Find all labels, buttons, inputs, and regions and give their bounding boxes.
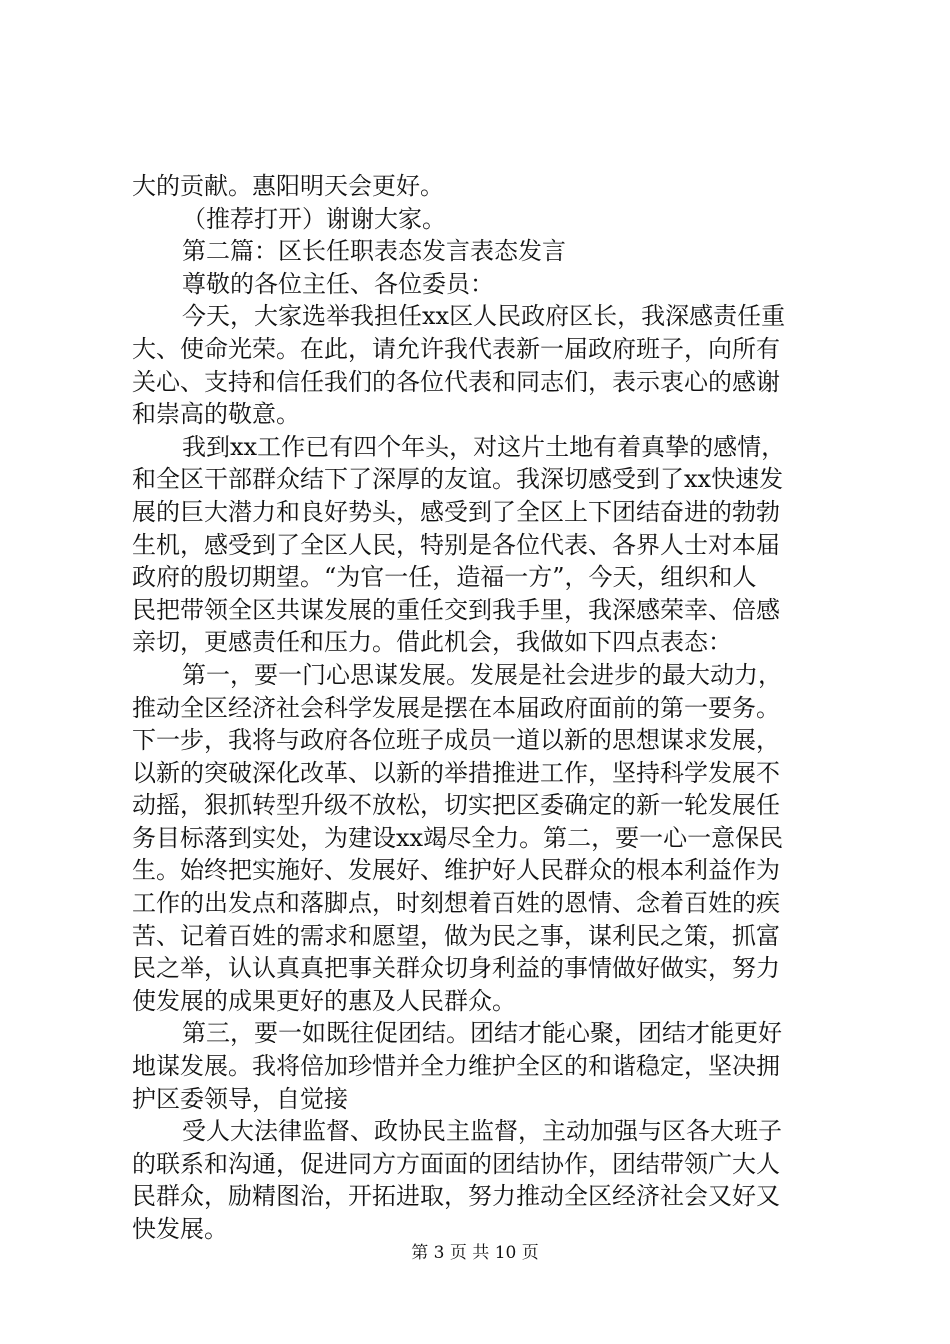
text-line: 关心、支持和信任我们的各位代表和同志们，表示衷心的感谢 [132, 367, 780, 396]
text-line: 苦、记着百姓的需求和愿望，做为民之事，谋利民之策，抓富 [132, 921, 780, 950]
text-line: 民把带领全区共谋发展的重任交到我手里，我深感荣幸、倍感 [132, 595, 780, 624]
text-line: 受人大法律监督、政协民主监督，主动加强与区各大班子 [182, 1117, 782, 1146]
text-line: 政府的殷切期望。“为官一任，造福一方”，今天，组织和人 [132, 563, 757, 592]
text-line: 快发展。 [132, 1215, 228, 1243]
text-line: 今天，大家选举我担任xx区人民政府区长，我深感责任重 [182, 302, 786, 331]
text-line: 下一步，我将与政府各位班子成员一道以新的思想谋求发展， [132, 726, 780, 755]
text-line: 民群众，励精图治，开拓进取，努力推动全区经济社会又好又 [132, 1182, 780, 1211]
text-line: 尊敬的各位主任、各位委员： [182, 269, 494, 298]
text-line: 大的贡献。惠阳明天会更好。 [132, 172, 444, 200]
document-body [132, 170, 832, 1246]
text-line: 的联系和沟通，促进同方方面面的团结协作，团结带领广大人 [132, 1149, 780, 1178]
text-line: 生。始终把实施好、发展好、维护好人民群众的根本利益作为 [132, 856, 780, 885]
text-line: 展的巨大潜力和良好势头，感受到了全区上下团结奋进的勃勃 [132, 497, 780, 526]
text-line: （推荐打开）谢谢大家。 [182, 204, 446, 233]
text-line: 生机，感受到了全区人民，特别是各位代表、各界人士对本届 [132, 530, 780, 559]
text-line: 大、使命光荣。在此，请允许我代表新一届政府班子，向所有 [132, 334, 780, 363]
text-line: 使发展的成果更好的惠及人民群众。 [132, 986, 516, 1015]
text-line: 民之举，认认真真把事关群众切身利益的事情做好做实，努力 [132, 954, 780, 983]
text-line: 以新的突破深化改革、以新的举措推进工作，坚持科学发展不 [132, 758, 780, 787]
text-line: 我到xx工作已有四个年头，对这片土地有着真挚的感情， [182, 432, 786, 461]
text-line: 推动全区经济社会科学发展是摆在本届政府面前的第一要务。 [132, 693, 780, 722]
text-line: 亲切，更感责任和压力。借此机会，我做如下四点表态： [132, 628, 732, 657]
text-line: 务目标落到实处，为建设xx竭尽全力。第二，要一心一意保民 [132, 823, 784, 852]
text-line: 动摇，狠抓转型升级不放松，切实把区委确定的新一轮发展任 [132, 791, 780, 820]
text-line: 和崇高的敬意。 [132, 400, 300, 429]
text-line: 和全区干部群众结下了深厚的友谊。我深切感受到了xx快速发 [132, 465, 784, 494]
text-line: 第一，要一门心思谋发展。发展是社会进步的最大动力， [182, 660, 782, 689]
text-line: 护区委领导，自觉接 [132, 1084, 348, 1113]
page-footer: 第 3 页 共 10 页 [411, 1243, 539, 1263]
text-line: 第三，要一如既往促团结。团结才能心聚，团结才能更好 [182, 1019, 782, 1048]
text-line: 工作的出发点和落脚点，时刻想着百姓的恩情、念着百姓的疾 [132, 889, 780, 918]
text-line: 地谋发展。我将倍加珍惜并全力维护全区的和谐稳定，坚决拥 [132, 1052, 780, 1081]
text-line: 第二篇：区长任职表态发言表态发言 [182, 237, 566, 266]
